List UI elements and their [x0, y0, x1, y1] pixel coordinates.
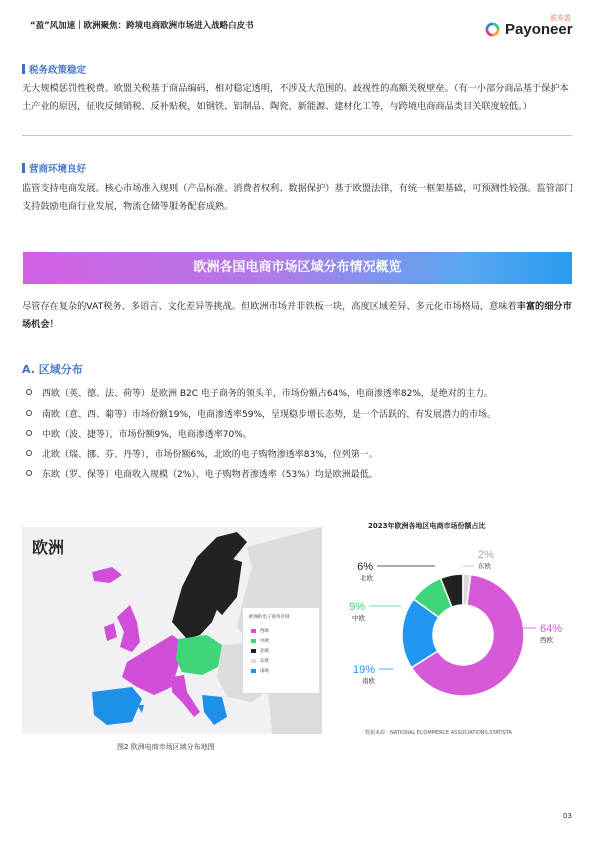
legend-label: 东欧 [260, 659, 269, 664]
payoneer-logo [485, 13, 577, 39]
legend-item [251, 638, 269, 644]
section-heading-business [22, 161, 86, 175]
intro-text: 尽管存在复杂的VAT税务、多语言、文化差异等挑战。但欧洲市场并非铁板一块，高度区域差异、多元化市场格局，意味着 [22, 301, 517, 312]
list-item [26, 427, 252, 440]
pie-value-label: 2% [478, 549, 494, 561]
region-heading: A. 区域分布 [22, 363, 83, 376]
legend-swatch [251, 649, 256, 653]
pie-value-label: 9% [349, 601, 365, 613]
list-item [26, 447, 378, 460]
list-item-text: 西欧（英、德、法、荷等）是欧洲 B2C 电子商务的领头羊，市场份额占64%，电商渗透率82%，是绝对的主力。 [42, 389, 493, 399]
map-legend [242, 607, 320, 694]
chart-title: 2023年欧洲各地区电商市场份额占比 [368, 522, 486, 530]
legend-label: 南欧 [260, 669, 269, 674]
section-heading-tax [22, 62, 86, 76]
legend-item [251, 668, 269, 674]
pie-value-label: 6% [357, 561, 373, 573]
pie-category-label: 西欧 [540, 636, 553, 644]
legend-swatch [251, 639, 256, 643]
legend-item [251, 658, 269, 664]
list-item-text: 南欧（意、西、葡等）市场份额19%，电商渗透率59%，呈现稳步增长态势，是一个活跃的、有发展潜力的市场。 [42, 410, 497, 420]
legend-label: 北欧 [260, 649, 269, 654]
pie-value-label: 19% [352, 664, 375, 676]
chart-source: 数据来源：NATIONAL ECOMMERCE ASSOCIATIONS,STATISTA [365, 730, 512, 736]
divider [22, 135, 572, 136]
logo-wordmark: Payoneer [505, 21, 573, 38]
legend-item [251, 648, 269, 654]
legend-item [251, 628, 269, 634]
header-title: “盈”风加速｜欧洲聚焦：跨境电商欧洲市场进入战略白皮书 [30, 21, 254, 31]
banner-title: 欧洲各国电商市场区域分布情况概览 [23, 252, 572, 284]
pie-category-label: 南欧 [362, 677, 375, 685]
section-heading-tax-label: 税务政策稳定 [29, 65, 87, 76]
list-item [26, 467, 378, 480]
section-body-tax: 无大规模惩罚性税费。欧盟关税基于商品编码，相对稳定透明，不涉及大范围的、歧视性的高额关税壁垒。（有一小部分商品基于保护本土产业的原因，征收反倾销税、反补贴税，如钢铁、铝制品、陶瓷、新能源、建材化工等，与跨境电商商品类目关联度较低。） [22, 83, 569, 112]
pie-chart [335, 540, 575, 720]
list-item [26, 407, 496, 420]
heading-bar [22, 64, 25, 74]
bullet-dot [26, 430, 32, 436]
bullet-dot [26, 389, 32, 395]
pie-category-label: 东欧 [478, 562, 491, 570]
pie-value-label: 64% [540, 623, 563, 635]
list-item-text: 北欧（瑞、挪、芬、丹等），市场份额6%，北欧的电子购物渗透率83%，位列第一。 [42, 450, 378, 460]
logo-cn-text: 派安盈 [550, 14, 571, 22]
legend-swatch [251, 669, 256, 673]
list-item-text: 中欧（波、捷等），市场份额9%，电商渗透率70%。 [42, 430, 252, 440]
intro-paragraph [22, 298, 574, 334]
pie-category-label: 中欧 [352, 614, 365, 622]
bullet-dot [26, 450, 32, 456]
europe-map [22, 527, 322, 734]
legend-title: 欧洲的电子商务区域 [249, 615, 290, 620]
legend-label: 中欧 [260, 639, 269, 644]
legend-swatch [251, 629, 256, 633]
page-number: 03 [563, 812, 572, 820]
section-heading-business-label: 营商环境良好 [29, 164, 87, 175]
intro-bold: 丰富的细分市场机会！ [22, 301, 572, 330]
bullet-dot [26, 470, 32, 476]
list-item-text: 东欧（罗、保等）电商收入规模（2%）、电子购物者渗透率（53%）均是欧洲最低。 [42, 470, 378, 480]
legend-swatch [251, 659, 256, 663]
payoneer-ring-icon [485, 22, 500, 37]
section-body-business: 监管支持电商发展。核心市场准入规则（产品标准、消费者权利、数据保护）基于欧盟法律，有统一框架基础，可预测性较强。监管部门支持鼓励电商行业发展，物流仓储等服务配套成熟。 [22, 183, 574, 212]
map-caption: 图2 欧洲电商市场区域分布地图 [117, 743, 215, 751]
map-title: 欧洲 [32, 538, 65, 557]
heading-bar [22, 163, 25, 173]
list-item [26, 386, 493, 399]
pie-category-label: 北欧 [360, 574, 373, 582]
bullet-dot [26, 410, 32, 416]
legend-label: 西欧 [260, 629, 269, 634]
